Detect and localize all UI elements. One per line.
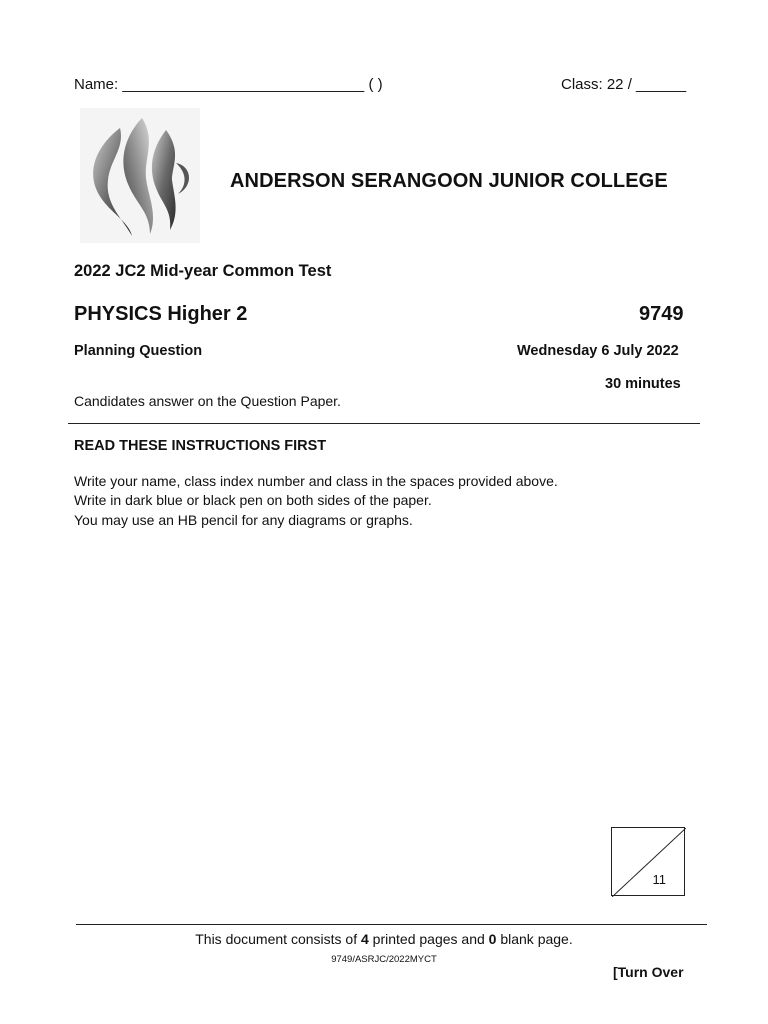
page-count-note [0, 931, 768, 947]
college-name: ANDERSON SERANGOON JUNIOR COLLEGE [230, 170, 668, 192]
paper-reference: 9749/ASRJC/2022MYCT [331, 954, 437, 965]
paper-name: Planning Question [74, 343, 203, 359]
subject-title: PHYSICS Higher 2 [74, 303, 248, 325]
printed-page-count: 4 [360, 931, 369, 947]
candidates-note: Candidates answer on the Question Paper. [74, 393, 341, 409]
test-title: 2022 JC2 Mid-year Common Test [74, 262, 332, 280]
total-marks: 11 [652, 872, 666, 887]
instruction-line: You may use an HB pencil for any diagrams or graphs. [74, 512, 413, 528]
divider-bottom [76, 924, 707, 925]
turn-over-label: [Turn Over [613, 964, 684, 980]
total-marks-box [611, 827, 685, 896]
instruction-line: Write your name, class index number and class in the spaces provided above. [74, 473, 558, 489]
page-count-prefix: This document consists of [195, 931, 361, 947]
page-count-suffix: blank page. [496, 931, 573, 947]
divider-top [68, 423, 700, 424]
instructions-heading: READ THESE INSTRUCTIONS FIRST [74, 438, 327, 454]
page-count-middle: printed pages and [368, 931, 489, 947]
college-logo [80, 108, 200, 243]
instruction-line: Write in dark blue or black pen on both sides of the paper. [74, 492, 432, 508]
exam-date: Wednesday 6 July 2022 [517, 343, 679, 359]
blank-page-count: 0 [488, 931, 497, 947]
name-field-line: Name: _____________________________ ( ) [74, 76, 383, 93]
syllabus-code: 9749 [639, 303, 684, 325]
diagonal-line [612, 828, 686, 897]
class-field-line: Class: 22 / ______ [561, 76, 687, 93]
exam-duration: 30 minutes [605, 376, 681, 392]
